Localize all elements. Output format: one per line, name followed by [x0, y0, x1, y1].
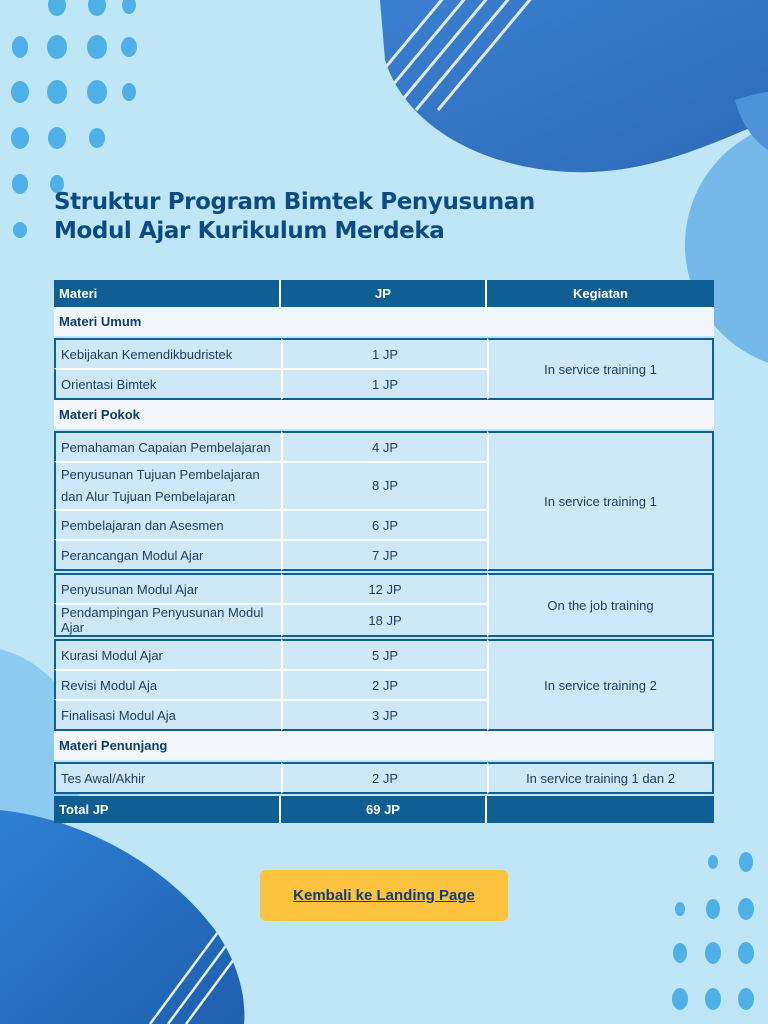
materi-cell: Penyusunan Tujuan Pembelajaran dan Alur Tujuan Pembelajaran — [54, 461, 281, 509]
jp-cell: 4 JP — [281, 431, 487, 461]
materi-cell: Pembelajaran dan Asesmen — [54, 509, 281, 539]
jp-cell: 2 JP — [281, 762, 487, 794]
total-row — [54, 796, 714, 823]
total-label: Total JP — [54, 796, 281, 823]
jp-cell: 7 JP — [281, 539, 487, 571]
jp-cell: 1 JP — [281, 338, 487, 368]
jp-cell: 8 JP — [281, 461, 487, 509]
materi-cell: Pemahaman Capaian Pembelajaran — [54, 431, 281, 461]
jp-cell: 3 JP — [281, 699, 487, 731]
program-structure-table — [54, 280, 714, 823]
table-row — [54, 573, 714, 603]
materi-cell: Kurasi Modul Ajar — [54, 639, 281, 669]
kegiatan-cell: In service training 1 — [487, 431, 714, 571]
total-jp: 69 JP — [281, 796, 487, 823]
jp-cell: 6 JP — [281, 509, 487, 539]
page-title: Struktur Program Bimtek Penyusunan Modul Ajar Kurikulum Merdeka — [54, 189, 535, 244]
header-jp: JP — [281, 280, 487, 307]
jp-cell: 18 JP — [281, 603, 487, 637]
kegiatan-cell: On the job training — [487, 573, 714, 637]
header-materi: Materi — [54, 280, 281, 307]
kegiatan-cell: In service training 1 dan 2 — [487, 762, 714, 794]
jp-cell: 2 JP — [281, 669, 487, 699]
materi-cell: Tes Awal/Akhir — [54, 762, 281, 794]
materi-cell: Perancangan Modul Ajar — [54, 539, 281, 571]
materi-cell: Pendampingan Penyusunan Modul Ajar — [54, 603, 281, 637]
materi-cell: Orientasi Bimtek — [54, 368, 281, 400]
total-kegiatan — [487, 796, 714, 823]
materi-cell: Revisi Modul Aja — [54, 669, 281, 699]
jp-cell: 12 JP — [281, 573, 487, 603]
table-row — [54, 762, 714, 794]
kegiatan-cell: In service training 1 — [487, 338, 714, 400]
materi-cell: Finalisasi Modul Aja — [54, 699, 281, 731]
materi-cell: Penyusunan Modul Ajar — [54, 573, 281, 603]
section-row — [54, 731, 714, 762]
jp-cell: 1 JP — [281, 368, 487, 400]
table-row — [54, 338, 714, 368]
table-header-row — [54, 280, 714, 307]
section-label: Materi Pokok — [54, 400, 714, 431]
table-row — [54, 431, 714, 461]
section-label: Materi Penunjang — [54, 731, 714, 762]
jp-cell: 5 JP — [281, 639, 487, 669]
table-row — [54, 639, 714, 669]
section-label: Materi Umum — [54, 307, 714, 338]
kegiatan-cell: In service training 2 — [487, 639, 714, 731]
materi-cell: Kebijakan Kemendikbudristek — [54, 338, 281, 368]
back-to-landing-button[interactable]: Kembali ke Landing Page — [260, 870, 508, 921]
section-row — [54, 400, 714, 431]
header-kegiatan: Kegiatan — [487, 280, 714, 307]
section-row — [54, 307, 714, 338]
